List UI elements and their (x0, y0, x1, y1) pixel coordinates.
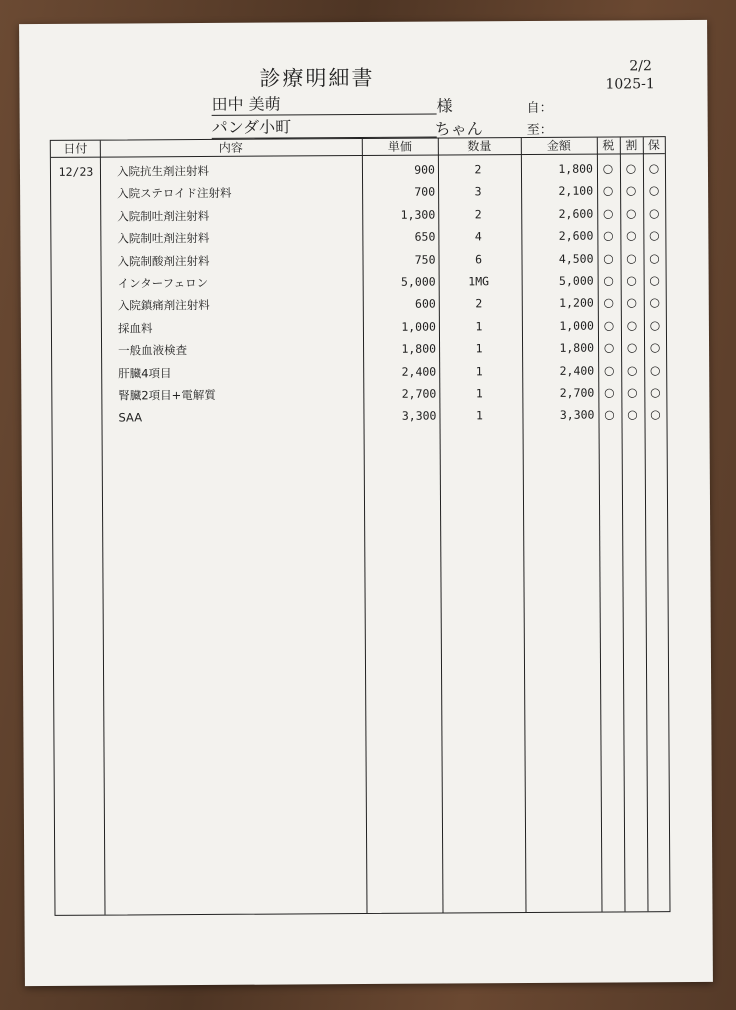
row-unit-price: 2,700 (401, 386, 437, 401)
row-insurance-mark: ○ (649, 362, 661, 377)
period-from-label: 自： (526, 100, 553, 117)
table-row (52, 336, 666, 362)
row-item: SAA (118, 410, 143, 425)
row-unit-price: 5,000 (400, 274, 436, 289)
row-tax-mark: ○ (603, 273, 614, 288)
row-discount-mark: ○ (626, 340, 638, 355)
row-tax-mark: ○ (603, 363, 615, 378)
pet-name: パンダ小町 (212, 117, 437, 139)
row-insurance-mark: ○ (650, 407, 661, 422)
row-unit-price: 900 (414, 162, 436, 177)
pet-suffix: ちゃん (434, 119, 483, 139)
owner-suffix: 様 (436, 96, 453, 116)
row-amount: 2,700 (559, 385, 595, 400)
row-insurance-mark: ○ (648, 161, 660, 176)
row-insurance-mark: ○ (649, 273, 660, 288)
row-quantity: 2 (474, 162, 482, 177)
row-amount: 2,400 (559, 363, 595, 378)
row-discount-mark: ○ (627, 407, 638, 422)
header-quantity: 数量 (467, 139, 492, 154)
row-item: インターフェロン (117, 275, 209, 291)
row-unit-price: 1,800 (401, 341, 437, 356)
line-items-table (50, 136, 671, 916)
row-insurance-mark: ○ (649, 340, 661, 355)
row-item: 入院ステロイド注射料 (117, 186, 232, 201)
row-unit-price: 750 (414, 252, 436, 267)
row-tax-mark: ○ (603, 251, 614, 266)
table-row (52, 269, 666, 295)
row-quantity: 1 (475, 341, 483, 356)
row-item: 入院制酸剤注射料 (117, 253, 210, 269)
row-discount-mark: ○ (625, 161, 637, 176)
row-insurance-mark: ○ (649, 317, 661, 333)
row-item: 採血料 (117, 321, 153, 336)
row-unit-price: 1,300 (400, 207, 436, 222)
header-insurance: 保 (647, 138, 660, 153)
row-tax-mark: ○ (603, 228, 614, 243)
document-title: 診療明細書 (259, 65, 375, 91)
row-tax-mark: ○ (602, 161, 614, 176)
document-number: 1025-1 (605, 76, 655, 93)
row-quantity: 1MG (468, 274, 490, 289)
header-item: 内容 (218, 140, 243, 155)
row-quantity: 2 (474, 207, 482, 222)
row-unit-price: 700 (414, 184, 436, 200)
row-item: 入院抗生剤注射料 (116, 163, 210, 179)
row-quantity: 6 (474, 251, 483, 266)
row-discount-mark: ○ (626, 295, 638, 310)
row-quantity: 1 (475, 363, 483, 378)
row-quantity: 2 (475, 296, 483, 311)
header-amount: 金額 (546, 138, 571, 153)
row-discount-mark: ○ (625, 206, 637, 221)
row-insurance-mark: ○ (649, 295, 661, 310)
period-to-label: 至： (526, 122, 553, 139)
row-insurance-mark: ○ (648, 205, 660, 221)
row-amount: 1,000 (559, 318, 594, 333)
table-row (52, 359, 666, 385)
row-discount-mark: ○ (627, 385, 638, 400)
header-unit-price: 単価 (387, 139, 412, 154)
row-insurance-mark: ○ (648, 183, 660, 198)
row-amount: 3,300 (559, 407, 595, 423)
row-date: 12/23 (58, 164, 94, 179)
row-insurance-mark: ○ (649, 250, 660, 265)
row-discount-mark: ○ (626, 362, 638, 377)
table-row (52, 314, 666, 340)
table-row (51, 180, 665, 206)
table-row (51, 224, 665, 250)
row-quantity: 1 (475, 408, 483, 423)
row-unit-price: 1,000 (401, 319, 436, 334)
row-amount: 2,100 (558, 183, 594, 199)
header-discount: 割 (625, 138, 638, 153)
row-discount-mark: ○ (626, 273, 637, 288)
page-number: 2/2 (629, 58, 652, 75)
row-tax-mark: ○ (603, 340, 615, 355)
row-amount: 1,800 (558, 161, 594, 176)
row-tax-mark: ○ (603, 295, 615, 310)
header-tax: 税 (602, 138, 615, 153)
row-discount-mark: ○ (626, 250, 637, 265)
row-tax-mark: ○ (604, 407, 615, 422)
table-row (52, 404, 666, 430)
row-insurance-mark: ○ (649, 228, 660, 243)
owner-name: 田中 美萌 (212, 94, 437, 116)
row-quantity: 3 (474, 184, 482, 199)
statement-paper (19, 20, 713, 986)
row-discount-mark: ○ (626, 318, 638, 333)
row-item: 入院鎮痛剤注射料 (117, 298, 210, 313)
row-tax-mark: ○ (604, 385, 615, 400)
table-row (51, 202, 665, 228)
table-row (52, 292, 666, 318)
row-unit-price: 2,400 (401, 364, 437, 379)
row-amount: 2,600 (558, 228, 594, 244)
row-tax-mark: ○ (603, 318, 615, 333)
row-tax-mark: ○ (602, 206, 614, 221)
row-item: 入院制吐剤注射料 (117, 231, 210, 246)
row-discount-mark: ○ (625, 183, 637, 198)
table-row (51, 157, 665, 183)
row-amount: 5,000 (558, 273, 594, 288)
row-quantity: 1 (475, 319, 483, 334)
row-discount-mark: ○ (626, 228, 637, 243)
row-amount: 2,600 (558, 206, 594, 221)
row-quantity: 4 (474, 229, 482, 244)
row-item: 腎臓2項目+電解質 (118, 387, 216, 403)
table-row (51, 247, 665, 273)
row-amount: 4,500 (558, 251, 594, 266)
row-item: 入院制吐剤注射料 (117, 208, 210, 224)
table-row (52, 381, 666, 407)
row-amount: 1,200 (559, 295, 594, 311)
row-amount: 1,800 (559, 340, 595, 356)
row-tax-mark: ○ (602, 183, 614, 198)
header-date: 日付 (63, 141, 88, 156)
row-item: 一般血液検査 (118, 343, 188, 358)
row-unit-price: 3,300 (401, 408, 437, 424)
row-quantity: 1 (475, 386, 483, 401)
row-unit-price: 600 (414, 296, 436, 312)
row-unit-price: 650 (414, 229, 436, 244)
row-insurance-mark: ○ (650, 385, 661, 400)
row-item: 肝臓4項目 (118, 365, 172, 381)
